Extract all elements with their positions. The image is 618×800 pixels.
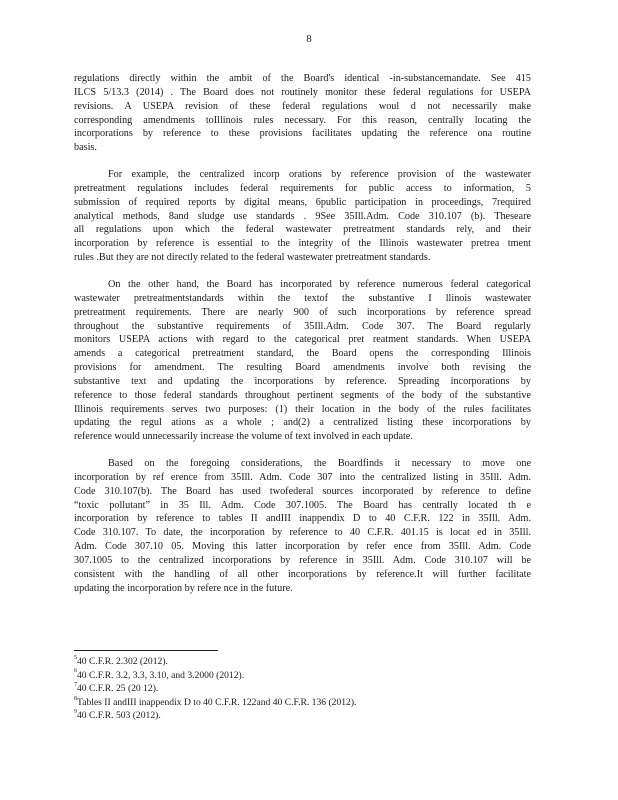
- footnote-mark: 9: [74, 709, 77, 716]
- text-line: On the other hand, the Board has incorporated by reference numerous federal categorical: [108, 278, 531, 290]
- text-line: ILCS 5/13.3 (2014) . The Board does not routinely monitor these federal regulations for USEPA: [74, 86, 531, 98]
- text-line: substantive text and updating the incorporations by reference. Spreading incorporations by: [74, 375, 531, 387]
- text-line: provisions for amendment. The resulting Board amendments involve both revising the: [74, 362, 531, 374]
- footnote: [74, 696, 531, 710]
- text-line: Illinois requirements serves two purposes: (1) their location in the body of the rules facilitates: [74, 403, 531, 415]
- text-line: 307.1005 to the centralized incorporations by reference in 35Ill. Adm. Code 310.107 will be: [74, 555, 531, 566]
- footnote: [74, 669, 531, 683]
- paragraph-2: [74, 168, 531, 265]
- text-line: Adm. Code 307.10 05. Moving this latter incorporation by refer ence from 35Ill. Adm. Code: [74, 541, 531, 553]
- footnote: [74, 655, 531, 669]
- footnote-text: 40 C.F.R. 3.2, 3.3, 3.10, and 3.2000 (2012).: [77, 669, 245, 681]
- text-line: throughout the substantive requirements of 35Ill.Adm. Code 307. The Board regularly: [74, 320, 531, 332]
- footnote: [74, 709, 531, 723]
- footnote-mark: 6: [74, 668, 77, 675]
- paragraph-1: [74, 72, 531, 155]
- text-line: pretreatment regulations includes federal requirements for public access to information, 5: [74, 182, 531, 194]
- text-line: Based on the foregoing considerations, the Boardfinds it necessary to move one: [108, 458, 531, 470]
- text-line: incorporation by reference is essential to the integrity of the Illinois wastewater pretrea tment: [74, 238, 531, 250]
- text-line: corresponding amendments toIllinois rules necessary. For this reason, centrally locating the: [74, 114, 531, 126]
- page-number: 8: [306, 33, 312, 45]
- footnote-text: Tables II andIII inappendix D to 40 C.F.R. 122and 40 C.F.R. 136 (2012).: [77, 696, 357, 708]
- footnote-text: 40 C.F.R. 2.302 (2012).: [77, 656, 168, 667]
- text-line: incorporation by reference to tables II andIII inappendix D to 40 C.F.R. 122 in 35Ill. Adm.: [74, 513, 531, 525]
- footnote-mark: 7: [74, 682, 77, 688]
- text-line: pretreatment requirements. There are nearly 900 of such incorporations by reference spread: [74, 306, 531, 318]
- text-line: analytical methods, 8and sludge use standards . 9See 35Ill.Adm. Code 310.107 (b). Theseare: [74, 210, 531, 222]
- footnotes: [74, 655, 531, 723]
- footnote-text: 40 C.F.R. 25 (20 12).: [77, 683, 159, 695]
- footnote-text: 40 C.F.R. 503 (2012).: [77, 710, 161, 722]
- text-line: Code 310.107(b). The Board has used twofederal sources incorporated by reference to define: [74, 485, 531, 497]
- footnote: [74, 682, 531, 696]
- text-line: reference to those federal standards throughout pertinent segments of the body of the substantive: [74, 389, 531, 401]
- text-line: incorporations by reference to these provisions facilitates updating the reference ona routine: [74, 128, 531, 140]
- text-line: “toxic pollutant” in 35 Ill. Adm. Code 307.1005. The Board has centrally located th e: [74, 499, 531, 511]
- text-line: updating the incorporation by refere nce in the future.: [74, 582, 293, 594]
- text-line: revisions. A USEPA revision of these federal regulations woul d not necessarily make: [74, 100, 531, 112]
- text-line: For example, the centralized incorp orations by reference provision of the wastewater: [108, 169, 531, 181]
- paragraph-4: [74, 457, 531, 595]
- text-line: submission of required reports by digital means, 6public participation in proceedings, 7required: [74, 196, 531, 208]
- text-line: all regulations upon which the federal wastewater pretreatment standards rely, and their: [74, 224, 531, 236]
- paragraph-3: [74, 278, 531, 444]
- text-line: regulations directly within the ambit of the Board's identical -in-substancemandate. See 415: [74, 73, 531, 84]
- text-line: updating the regul ations as a whole ; and(2) a centralized listing these incorporations by: [74, 417, 531, 429]
- body-text: [74, 72, 531, 609]
- text-line: rules .But they are not directly related to the federal wastewater pretreatment standards.: [74, 252, 431, 264]
- text-line: amends a categorical pretreatment standard, the Board opens the corresponding Illinois: [74, 348, 531, 360]
- text-line: wastewater pretreatmentstandards within the textof the substantive I llinois wastewater: [74, 292, 531, 304]
- text-line: incorporation by ref erence from 35Ill. Adm. Code 307 into the centralized listing in 35Ill. Adm.: [74, 471, 531, 483]
- footnote-divider: [74, 650, 218, 651]
- text-line: basis.: [74, 142, 97, 154]
- footnote-mark: 5: [74, 654, 77, 661]
- text-line: monitors USEPA actions with regard to the categorical pret reatment standards. When USEPA: [74, 334, 531, 346]
- text-line: consistent with the handling of all other incorporations by reference.It will further facilitate: [74, 568, 531, 580]
- text-line: Code 310.107. To date, the incorporation by reference to 40 C.F.R. 401.15 is locat ed in 35Ill.: [74, 527, 531, 539]
- text-line: reference would unnecessarily increase the volume of text involved in each update.: [74, 431, 413, 443]
- footnote-mark: 8: [74, 695, 77, 702]
